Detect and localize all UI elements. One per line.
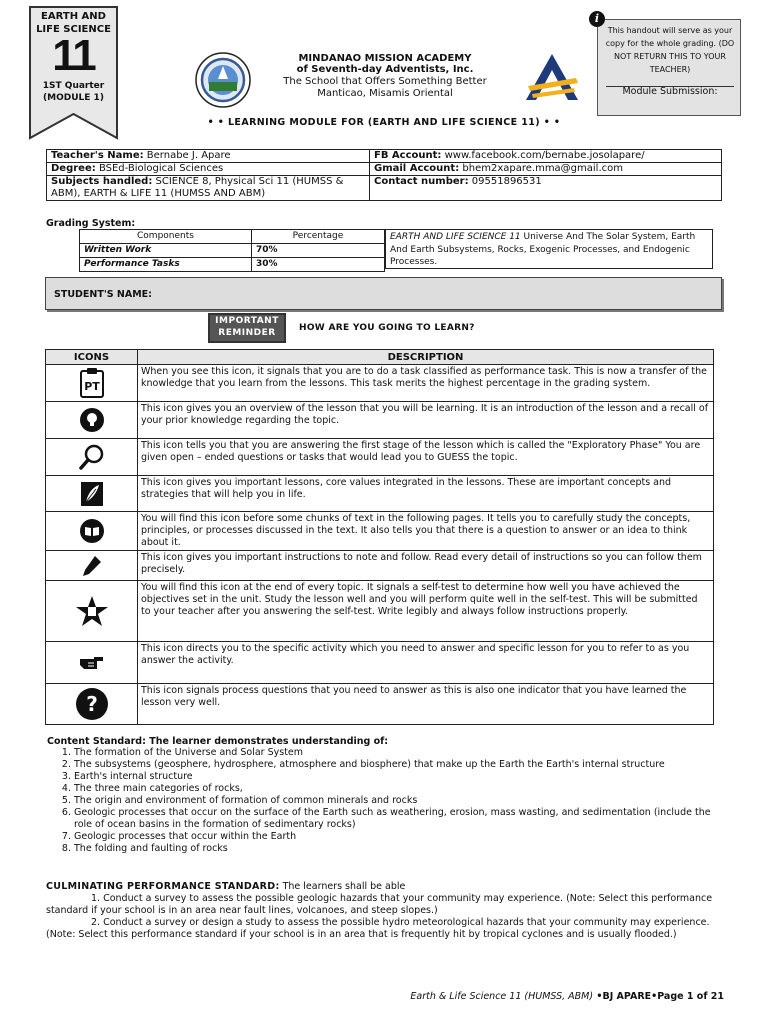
culminating-standard-block — [46, 881, 714, 941]
tag-quarter-label: 1ST Quarter — [42, 81, 105, 91]
star-icon — [75, 595, 109, 627]
grading-component: Written Work — [80, 244, 252, 258]
fb-account-cell: FB Account: www.facebook.com/bernabe.josolapare/ — [370, 150, 722, 163]
icon-description: You will find this icon before some chunks of text in the following pages. It tells you to carefully study the concepts, principles, or processes discussed in the text. It also tells you that there is a question to answer or an idea to think about it. — [138, 512, 714, 551]
magnifying-glass-icon — [78, 443, 106, 471]
gmail-account: bhem2xapare.mma@gmail.com — [462, 163, 623, 174]
pointing-hand-icon — [79, 654, 105, 672]
question-mark-icon — [75, 687, 109, 721]
footer-page-number: Page 1 of 21 — [657, 991, 724, 1002]
module-title: • • LEARNING MODULE FOR (EARTH AND LIFE SCIENCE 11) • • — [207, 117, 561, 128]
contact-number: 09551896531 — [471, 176, 542, 187]
reminder-badge-line1: IMPORTANT — [215, 316, 279, 326]
grading-header-components: Components — [80, 230, 252, 244]
degree: BSEd-Biological Sciences — [98, 163, 224, 174]
icon-row — [46, 581, 714, 642]
culminating-item-text: 1. Conduct a survey to assess the possible geologic hazards that your community may experience. (Note: Select this performance standard if your school is in an area near fault lines, volcanoes, and steep slopes.) — [46, 893, 713, 916]
culminating-item — [46, 917, 714, 941]
list-item: 5. The origin and environment of formation of common minerals and rocks — [74, 795, 712, 807]
student-name-box[interactable] — [45, 277, 722, 310]
list-item: 1. The formation of the Universe and Solar System — [74, 747, 712, 759]
icon-row — [46, 642, 714, 684]
academy-a-logo — [522, 52, 582, 102]
tag-quarter — [29, 80, 118, 104]
teacher-name-cell: Teacher's Name: Bernabe J. Apare — [47, 150, 370, 163]
icon-description: This icon gives you important instructions to note and follow. Read every detail of instructions so you can follow them precisely. — [138, 551, 714, 581]
tag-grade-number: 11 — [52, 31, 95, 80]
icon-description: This icon signals process questions that you need to answer as this is also one indicator that you have learned the lesson very well. — [138, 684, 714, 725]
fb-account: www.facebook.com/bernabe.josolapare/ — [444, 150, 645, 161]
teacher-info-table — [46, 149, 722, 201]
performance-task-icon — [78, 367, 106, 399]
tag-module-label: (MODULE 1) — [43, 93, 104, 103]
culminating-label: CULMINATING PERFORMANCE STANDARD: — [46, 881, 280, 892]
icon-row — [46, 551, 714, 581]
school-name: MINDANAO MISSION ACADEMY — [298, 53, 472, 64]
grading-percentage: 30% — [252, 258, 385, 272]
icon-row — [46, 439, 714, 476]
page-footer — [384, 991, 724, 1002]
grading-header-percentage: Percentage — [252, 230, 385, 244]
grading-percentage: 70% — [252, 244, 385, 258]
culminating-heading — [46, 881, 714, 893]
icon-description: You will find this icon at the end of every topic. It signals a self-test to determine how well you have achieved the objectives set in the unit. Study the lesson well and you will perform quite well in the self-test. This will be submitted to your teacher after you answering the self-test. Write legibly and always follow instructions properly. — [138, 581, 714, 642]
icon-row — [46, 512, 714, 551]
description-column-header: DESCRIPTION — [138, 350, 714, 365]
grading-row — [80, 258, 385, 272]
list-item: 4. The three main categories of rocks, — [74, 783, 712, 795]
list-item: 3. Earth's internal structure — [74, 771, 712, 783]
icon-description: When you see this icon, it signals that you are to do a task classified as performance task. This is now a transfer of the knowledge that you learn from the lessons. This task merits the highest percentage in the grading system. — [138, 365, 714, 402]
icon-description: This icon gives you an overview of the lesson that you will be learning. It is an introduction of the lesson and a recall of your prior knowledge regarding the topic. — [138, 402, 714, 439]
svg-text:?: ? — [85, 692, 98, 716]
list-item: 2. The subsystems (geosphere, hydrosphere, atmosphere and biosphere) that make up the Earth the Earth's internal structure — [74, 759, 712, 771]
icon-row — [46, 402, 714, 439]
icons-table — [45, 349, 714, 725]
school-tagline: The School that Offers Something Better — [283, 76, 487, 87]
student-name-label: STUDENT'S NAME: — [54, 289, 152, 300]
icon-description: This icon tells you that you are answering the first stage of the lesson which is called the "Exploratory Phase" You are given open – ended questions or tasks that would lead you to GUESS the topic. — [138, 439, 714, 476]
school-seal-logo — [195, 52, 251, 108]
culminating-item-text: 2. Conduct a survey or design a study to assess the possible hydro meteorological hazards that your community may experience. (Note: Select this performance standard if your school is in an area that is frequently hit by tropical cyclones and is usually flooded.) — [46, 917, 710, 940]
grading-row — [80, 244, 385, 258]
subjects-cell: Subjects handled: SCIENCE 8, Physical Sci 11 (HUMSS & ABM), EARTH & LIFE 11 (HUMSS AND ABM) — [47, 176, 370, 201]
list-item: 8. The folding and faulting of rocks — [74, 843, 712, 855]
degree-cell: Degree: BSEd-Biological Sciences — [47, 163, 370, 176]
content-standard-list — [47, 747, 712, 855]
culminating-intro: The learners shall be able — [279, 881, 406, 892]
grading-topics: Universe And The Solar System, Earth And Earth Subsystems, Rocks, Exogenic Processes, and Endogenic Processes. — [390, 232, 696, 267]
grading-topics-description — [385, 229, 713, 269]
handout-notice-text: This handout will serve as your copy for the whole grading. (DO NOT RETURN THIS TO YOUR TEACHER) — [605, 26, 735, 74]
feather-icon — [80, 481, 104, 507]
tag-subject: EARTH AND LIFE SCIENCE — [36, 11, 111, 35]
icon-row — [46, 476, 714, 512]
icon-row — [46, 365, 714, 402]
handout-notice-box — [597, 19, 741, 116]
icon-row — [46, 684, 714, 725]
culminating-item — [46, 893, 714, 917]
grading-component: Performance Tasks — [80, 258, 252, 272]
contact-cell: Contact number: 09551896531 — [370, 176, 722, 201]
footer-course: Earth & Life Science 11 (HUMSS, ABM) — [410, 991, 594, 1002]
subjects-handled: SCIENCE 8, Physical Sci 11 (HUMSS & ABM), EARTH & LIFE 11 (HUMSS AND ABM) — [51, 176, 344, 199]
content-standard-title: Content Standard: The learner demonstrates understanding of: — [47, 736, 389, 747]
grading-system-title: Grading System: — [46, 218, 136, 229]
pencil-icon — [81, 554, 103, 578]
lightbulb-icon — [79, 407, 105, 433]
info-icon: i — [589, 11, 605, 27]
icon-description: This icon gives you important lessons, core values integrated in the lessons. These are important concepts and strategies that will help you in life. — [138, 476, 714, 512]
how-to-learn-heading: HOW ARE YOU GOING TO LEARN? — [299, 323, 475, 333]
svg-text:PT: PT — [83, 380, 100, 393]
list-item: 7. Geologic processes that occur within the Earth — [74, 831, 712, 843]
reminder-badge-line2: REMINDER — [218, 328, 276, 338]
school-location: Manticao, Misamis Oriental — [317, 88, 453, 99]
gmail-cell: Gmail Account: bhem2xapare.mma@gmail.com — [370, 163, 722, 176]
icons-column-header: ICONS — [46, 350, 138, 365]
list-item: 6. Geologic processes that occur on the surface of the Earth such as weathering, erosion, mass wasting, and sedimentation (include the role of ocean basins in the formation of sedimentary rocks) — [74, 807, 712, 831]
footer-author: •BJ APARE• — [593, 991, 658, 1002]
icon-description: This icon directs you to the specific activity which you need to answer and specific lesson for you to refer to as you answer the activity. — [138, 642, 714, 684]
open-book-icon — [79, 518, 105, 544]
grading-subject-name: EARTH AND LIFE SCIENCE 11 — [390, 232, 521, 242]
teacher-name: Bernabe J. Apare — [146, 150, 231, 161]
module-submission-label: Module Submission: — [622, 86, 718, 97]
grading-table — [79, 229, 385, 272]
school-affiliation: of Seventh-day Adventists, Inc. — [296, 64, 474, 75]
important-reminder-badge — [208, 313, 286, 343]
